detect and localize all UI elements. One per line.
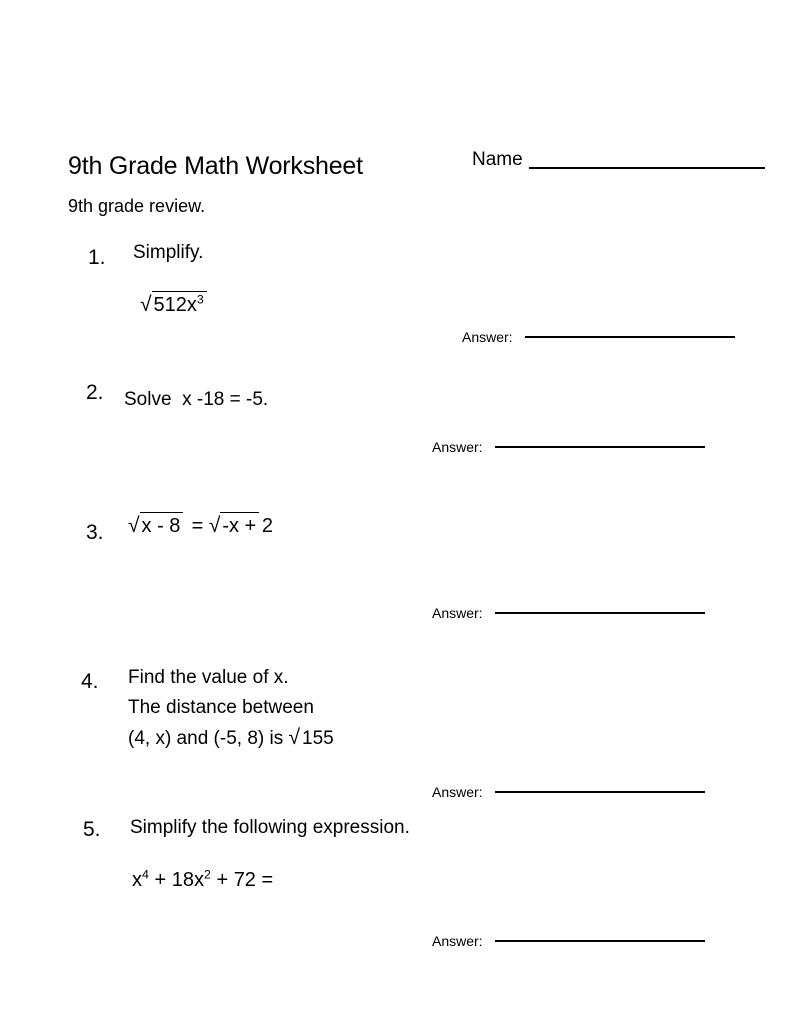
- problem-1-prompt: Simplify.: [133, 242, 204, 263]
- problem-3-left-radicand: x - 8: [141, 515, 181, 537]
- problem-4-number: 4.: [81, 670, 99, 693]
- problem-2-body: [124, 385, 268, 415]
- page-title: 9th Grade Math Worksheet: [68, 152, 363, 180]
- problem-2-equation: x -18 = -5.: [182, 389, 269, 410]
- problem-5-term3: 72: [233, 869, 256, 891]
- problem-5-term1-base: x: [132, 869, 142, 891]
- problem-3-number: 3.: [86, 521, 104, 544]
- problem-1-expression: [140, 294, 204, 315]
- problem-4-radicand: 155: [302, 728, 334, 749]
- answer-row-4[interactable]: [432, 785, 705, 799]
- problem-1-radicand-exponent: 3: [196, 292, 204, 307]
- radical-sign-glyph-right: √: [208, 514, 221, 537]
- problem-2-prompt: Solve: [124, 389, 172, 410]
- page-subtitle: 9th grade review.: [68, 196, 206, 216]
- square-root-icon: [128, 515, 180, 536]
- problem-3-right-radicand: -x +: [222, 515, 257, 537]
- answer-write-line-1[interactable]: [525, 336, 735, 338]
- problem-5-term2-exponent: 2: [203, 867, 211, 882]
- answer-label-3: Answer:: [432, 605, 483, 621]
- problem-4-line-2: The distance between: [128, 697, 314, 718]
- problem-4-body: [128, 663, 334, 754]
- answer-row-5[interactable]: [432, 934, 705, 948]
- problem-1-radicand: [152, 294, 204, 315]
- problem-5-expression: [132, 867, 274, 891]
- answer-row-1[interactable]: [462, 330, 735, 344]
- radical-sign-glyph-left: √: [128, 514, 140, 537]
- square-root-icon: [209, 515, 256, 536]
- answer-write-line-5[interactable]: [495, 940, 705, 942]
- problem-5-term2-coefficient: 18x: [171, 869, 204, 891]
- problem-4-line-3: [128, 723, 334, 754]
- answer-write-line-4[interactable]: [495, 791, 705, 793]
- answer-label-5: Answer:: [432, 933, 483, 949]
- problem-3-equation: [128, 515, 273, 536]
- name-write-line[interactable]: [529, 167, 765, 169]
- square-root-icon: [140, 294, 204, 315]
- answer-row-2[interactable]: [432, 440, 705, 454]
- answer-write-line-3[interactable]: [495, 612, 705, 614]
- problem-4-line-1: Find the value of x.: [128, 667, 289, 688]
- name-field[interactable]: [472, 150, 765, 171]
- square-root-icon: [289, 723, 334, 754]
- answer-label-2: Answer:: [432, 439, 483, 455]
- problem-1-number: 1.: [88, 246, 106, 269]
- answer-label-4: Answer:: [432, 784, 483, 800]
- problem-5-term1-exponent: 4: [142, 867, 149, 882]
- problem-5-equals: =: [261, 869, 274, 891]
- answer-row-3[interactable]: [432, 606, 705, 620]
- problem-3-relation: =: [191, 515, 204, 537]
- radical-sign-glyph: √: [288, 726, 301, 749]
- problem-3-trailing-term: 2: [261, 515, 273, 537]
- problem-2-number: 2.: [86, 381, 104, 404]
- answer-write-line-2[interactable]: [495, 446, 705, 448]
- problem-5-number: 5.: [83, 818, 101, 841]
- answer-label-1: Answer:: [462, 329, 513, 345]
- problem-4-line-3-text: (4, x) and (-5, 8) is: [128, 728, 289, 749]
- problem-5-op1: +: [154, 869, 167, 891]
- problem-1-radicand-base: 512x: [153, 294, 197, 316]
- name-label: Name: [472, 149, 523, 170]
- problem-5-op2: +: [216, 869, 229, 891]
- problem-5-prompt: Simplify the following expression.: [130, 817, 410, 838]
- radical-sign-glyph: √: [140, 293, 152, 316]
